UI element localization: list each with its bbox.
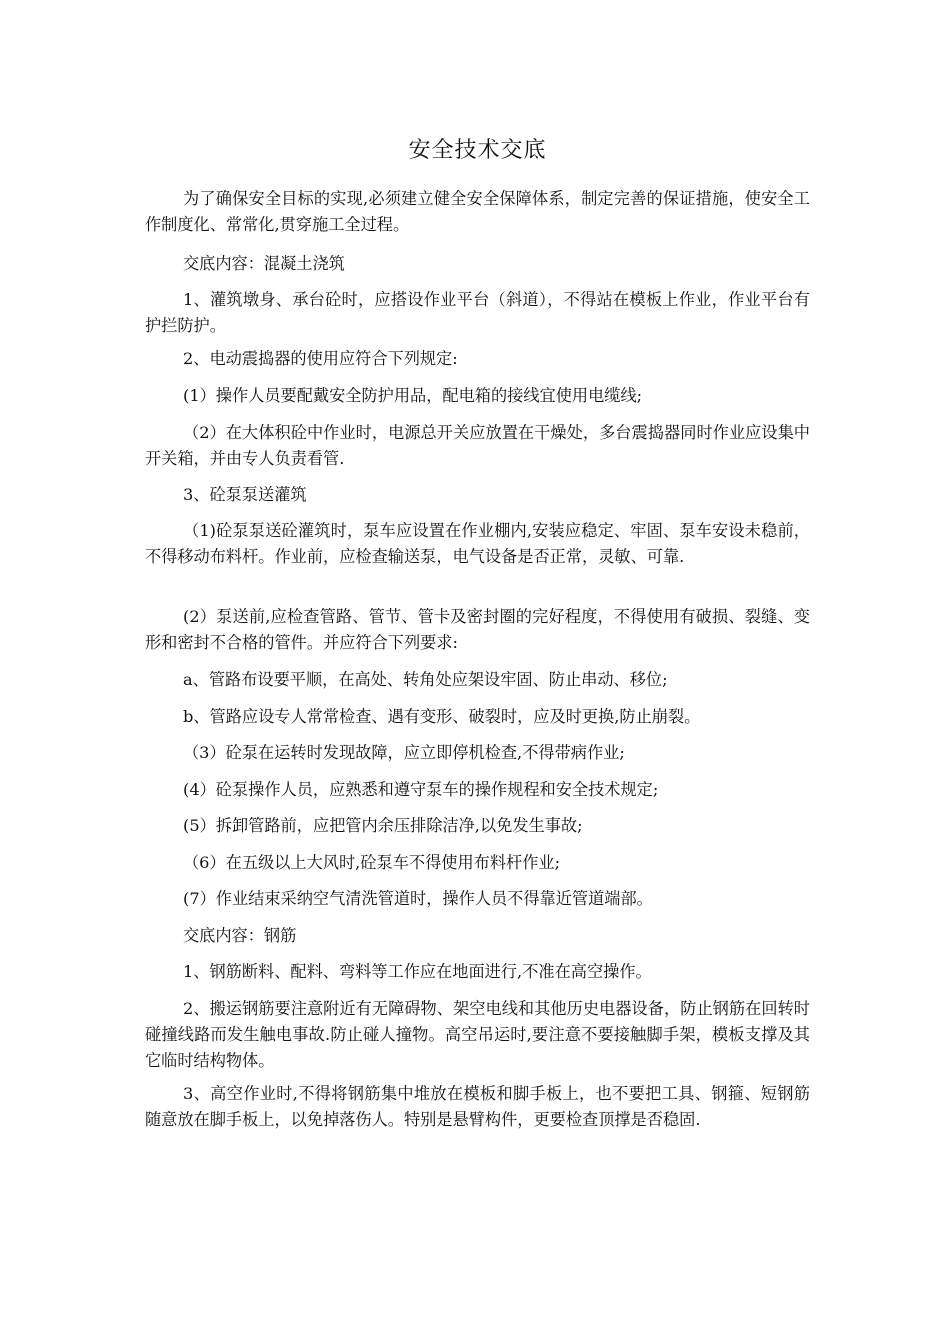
paragraph-item: （3）砼泵在运转时发现故障，应立即停机检查,不得带病作业;: [183, 743, 625, 762]
paragraph-item: 2、搬运钢筋要注意附近有无障碍物、架空电线和其他历史电器设备，防止钢筋在回转时碰撞线路而发生触电事故.防止碰人撞物。高空吊运时,要注意不要接触脚手架，模板支撑及其它临时结构物体。: [145, 999, 810, 1070]
paragraph-item: （6）在五级以上大风时,砼泵车不得使用布料杆作业;: [183, 853, 561, 872]
paragraph-section-heading-concrete: 交底内容：混凝土浇筑: [183, 254, 345, 273]
paragraph-item: （2）在大体积砼中作业时，电源总开关应放置在干燥处，多台震捣器同时作业应设集中开关箱，并由专人负责看管.: [145, 423, 810, 468]
paragraph-intro: 为了确保安全目标的实现,必须建立健全安全保障体系，制定完善的保证措施，使安全工作制度化、常常化,贯穿施工全过程。: [145, 189, 810, 234]
paragraph-item: (5）拆卸管路前，应把管内余压排除洁净,以免发生事故;: [183, 816, 583, 835]
paragraph-item: a、管路布设要平顺，在高处、转角处应架设牢固、防止串动、移位;: [183, 670, 668, 689]
paragraph-item: （1)砼泵泵送砼灌筑时，泵车应设置在作业棚内,安装应稳定、牢固、泵车安设未稳前，不得移动布料杆。作业前，应检查输送泵，电气设备是否正常，灵敏、可靠.: [145, 521, 810, 566]
paragraph-item: (4）砼泵操作人员，应熟悉和遵守泵车的操作规程和安全技术规定;: [183, 780, 659, 799]
paragraph-item: (2）泵送前,应检查管路、管节、管卡及密封圈的完好程度，不得使用有破损、裂缝、变形和密封不合格的管件。并应符合下列要求:: [145, 607, 810, 652]
paragraph-item: 1、钢筋断料、配料、弯料等工作应在地面进行,不准在高空操作。: [183, 962, 652, 981]
paragraph-item: 1、灌筑墩身、承台砼时，应搭设作业平台（斜道），不得站在模板上作业，作业平台有护拦防护。: [145, 290, 810, 335]
paragraph-item: 3、砼泵泵送灌筑: [183, 485, 307, 504]
paragraph-section-heading-rebar: 交底内容：钢筋: [183, 926, 297, 945]
document-title: 安全技术交底: [408, 138, 547, 163]
paragraph-item: 3、高空作业时,不得将钢筋集中堆放在模板和脚手板上，也不要把工具、钢箍、短钢筋随意放在脚手板上，以免掉落伤人。特别是悬臂构件，更要检查顶撑是否稳固.: [145, 1084, 810, 1129]
paragraph-item: (7）作业结束采纳空气清洗管道时，操作人员不得靠近管道端部。: [183, 889, 653, 908]
paragraph-item: (1）操作人员要配戴安全防护用品，配电箱的接线宜使用电缆线;: [183, 386, 643, 405]
paragraph-item: b、管路应设专人常常检查、遇有变形、破裂时，应及时更换,防止崩裂。: [183, 707, 701, 726]
paragraph-item: 2、电动震捣器的使用应符合下列规定:: [183, 349, 458, 368]
